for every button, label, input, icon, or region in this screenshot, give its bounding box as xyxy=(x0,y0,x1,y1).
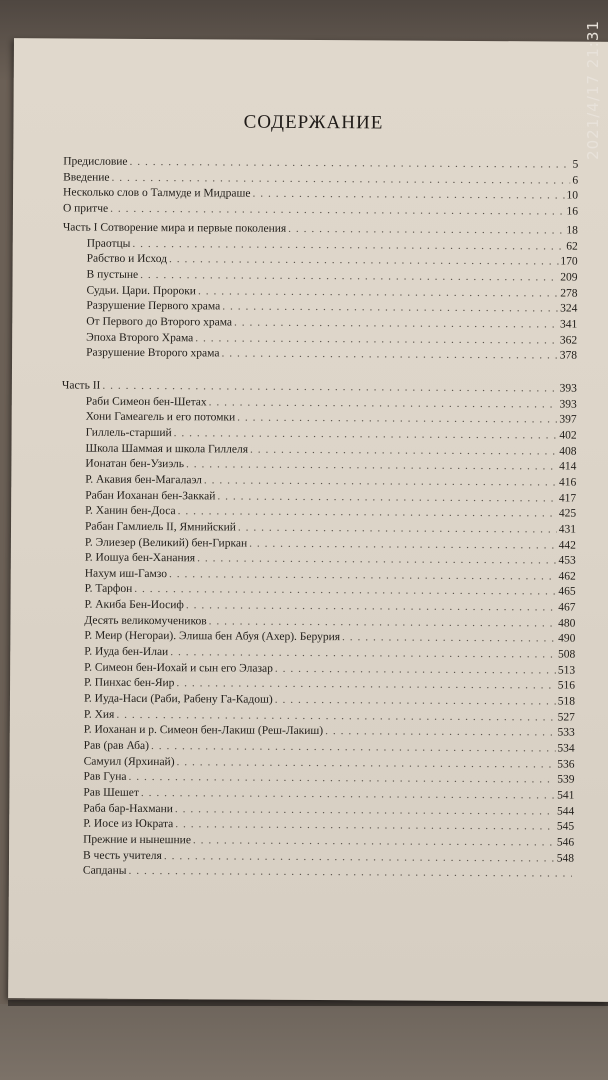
toc-entry-page: 209 xyxy=(560,271,578,284)
dot-leader xyxy=(249,537,557,551)
dot-leader xyxy=(169,568,557,582)
toc-entry-page: 544 xyxy=(557,805,575,818)
toc-entry-title: Разрушение Первого храма xyxy=(86,299,221,313)
toc-entry-page: 5 xyxy=(572,158,579,171)
toc-entry xyxy=(63,202,578,223)
toc-entry-title: Введение xyxy=(63,171,110,184)
toc-entry-title: Рав Гуна xyxy=(83,770,127,784)
toc-entry-page: 62 xyxy=(566,240,578,253)
dot-leader xyxy=(174,427,558,441)
toc-entry-title: Р. Акиба Бен-Иосиф xyxy=(84,598,184,612)
toc-entry-title: Часть I Сотворение мира и первые поколения xyxy=(62,221,287,235)
dot-leader xyxy=(176,678,555,692)
dot-leader xyxy=(195,332,558,346)
toc-entry-title: Раба бар-Нахмани xyxy=(83,802,173,815)
toc-entry-page: 534 xyxy=(557,742,575,755)
dot-leader xyxy=(252,188,564,202)
toc-entry-page: 431 xyxy=(558,523,577,536)
dot-leader xyxy=(116,708,555,723)
toc-entry-title: Рав Шешет xyxy=(83,786,139,799)
dot-leader xyxy=(178,505,557,519)
dot-leader xyxy=(111,171,570,186)
toc-entry-title: Прежние и нынешние xyxy=(83,833,191,847)
dot-leader xyxy=(342,632,556,645)
toc-entry-title: Эпоха Второго Храма xyxy=(86,331,194,344)
toc-entry xyxy=(62,347,577,368)
toc-entry-page: 539 xyxy=(557,773,575,786)
toc-entry-page: 518 xyxy=(557,695,575,708)
dot-leader xyxy=(198,285,558,299)
toc-entry-title: Судьи. Цари. Пророки xyxy=(86,284,197,297)
toc-entry-page: 18 xyxy=(566,224,578,237)
toc-entry-title: Праотцы xyxy=(86,237,131,250)
dot-leader xyxy=(288,223,564,237)
dot-leader xyxy=(275,694,556,708)
dot-leader xyxy=(175,818,555,832)
dot-leader xyxy=(140,269,558,284)
toc-entry-page: 417 xyxy=(558,492,577,505)
dot-leader xyxy=(169,253,558,267)
dot-leader xyxy=(141,787,555,802)
photo-timestamp: 2021/4/17 21:31 xyxy=(584,20,602,160)
toc-entry-page: 545 xyxy=(556,820,575,833)
dot-leader xyxy=(237,412,557,426)
toc-entry-page: 425 xyxy=(558,507,577,520)
toc-entry-title: О притче xyxy=(62,202,109,215)
toc-entry-title: Р. Тарфон xyxy=(84,583,133,596)
toc-entry-title: Десять великомучеников xyxy=(84,614,207,628)
toc-entry-page: 548 xyxy=(556,851,575,865)
dot-leader xyxy=(275,662,556,676)
toc-entry-page: 378 xyxy=(559,349,578,362)
toc-entry-title: Разрушение Второго храма xyxy=(86,346,220,360)
toc-entry-title: Рабство и Исход xyxy=(86,252,168,266)
page-title: СОДЕРЖАНИЕ xyxy=(243,111,384,134)
dot-leader xyxy=(197,552,557,566)
toc-entry-title: Р. Пинхас бен-Яир xyxy=(84,676,175,690)
toc-entry-page: 516 xyxy=(557,679,576,692)
toc-entry-page: 402 xyxy=(559,429,577,442)
toc-entry-page: 341 xyxy=(559,318,578,331)
toc-entry-page: 10 xyxy=(566,189,579,202)
dot-leader xyxy=(170,646,556,660)
dot-leader xyxy=(221,348,557,362)
dot-leader xyxy=(132,238,564,253)
dot-leader xyxy=(151,740,556,754)
toc-entry-title: Часть II xyxy=(61,379,101,392)
dot-leader xyxy=(175,803,555,817)
toc-entry-page: 16 xyxy=(566,205,578,218)
dot-leader xyxy=(217,490,557,504)
toc-entry-page: 453 xyxy=(558,554,576,567)
toc-entry-page: 533 xyxy=(557,726,575,739)
toc-entry-title: В пустыне xyxy=(86,268,139,281)
toc-entry-page: 546 xyxy=(556,836,575,849)
toc-entry-title: Школа Шаммая и школа Гиллеля xyxy=(85,442,249,456)
toc-entry-title: Сапданы xyxy=(82,864,127,878)
toc-entry-page: 324 xyxy=(560,302,578,315)
toc-entry-title: Р. Иосе из Юкрата xyxy=(83,817,174,831)
toc-entry-page: 513 xyxy=(557,664,576,677)
toc-entry-page: 527 xyxy=(557,711,575,724)
toc-entry-page: 6 xyxy=(572,174,579,187)
dot-leader xyxy=(209,615,557,629)
dot-leader xyxy=(193,834,555,848)
dot-leader xyxy=(204,474,557,488)
toc-entry-page: 397 xyxy=(559,413,577,426)
toc-entry-page: 414 xyxy=(559,460,577,473)
toc-entry-page: 442 xyxy=(558,539,576,552)
toc-entry-title: Р. Иоханан и р. Симеон бен-Лакиш (Реш-Лакиш) xyxy=(83,723,324,738)
toc-entry-title: Р. Элиезер (Великий) бен-Гиркан xyxy=(84,536,248,550)
toc-entry-page: 170 xyxy=(560,255,578,268)
dot-leader xyxy=(102,380,557,395)
toc-entry-title: Р. Акавия бен-Магалаэл xyxy=(85,473,202,487)
toc-entry-page: 465 xyxy=(558,585,576,599)
toc-entry-page: 393 xyxy=(559,382,577,395)
book-page xyxy=(8,38,608,1002)
toc-entry-title: Ионатан бен-Узиэль xyxy=(85,457,185,471)
toc-entry-page: 467 xyxy=(558,601,576,614)
dot-leader xyxy=(186,599,556,613)
dot-leader xyxy=(250,443,557,457)
toc-entry-title: Раби Симеон бен-Шетах xyxy=(85,395,207,408)
toc-entry-page: 536 xyxy=(557,758,575,771)
toc-entry-title: Гиллель-старший xyxy=(85,426,172,440)
toc-entry-title: Р. Иошуа бен-Ханания xyxy=(84,551,196,565)
table-surface xyxy=(0,1004,608,1080)
dot-leader xyxy=(128,771,555,786)
toc-entry-page: 480 xyxy=(558,617,576,630)
toc-entry-title: Самуил (Ярхинай) xyxy=(83,755,175,768)
toc-entry-title: Рабан Иоханан бен-Заккай xyxy=(85,489,216,502)
dot-leader xyxy=(186,458,557,472)
dot-leader xyxy=(222,301,558,315)
toc-entry-page: 278 xyxy=(560,287,578,300)
toc-entry-title: Р. Иуда бен-Илаи xyxy=(84,645,169,659)
dot-leader xyxy=(134,583,556,598)
toc-entry-title: От Первого до Второго храма xyxy=(86,315,233,329)
toc-entry-page: 362 xyxy=(559,334,578,347)
dot-leader xyxy=(130,156,571,171)
toc-entry-page: 541 xyxy=(557,789,575,802)
toc-entry-title: Р. Иуда-Наси (Раби, Рабену Га-Кадош) xyxy=(83,692,273,706)
dot-leader xyxy=(164,850,555,864)
toc-entry-title: Рав (рав Аба) xyxy=(83,739,150,752)
toc-entry-title: Нахум иш-Гамзо xyxy=(84,567,168,580)
toc-entry-page: 393 xyxy=(559,398,577,411)
dot-leader xyxy=(234,316,558,330)
dot-leader xyxy=(110,203,564,218)
dot-leader xyxy=(129,865,572,880)
dot-leader xyxy=(325,725,555,738)
toc-entry-title: Несколько слов о Талмуде и Мидраше xyxy=(63,186,251,200)
dot-leader xyxy=(238,521,557,535)
dot-leader xyxy=(177,756,556,770)
toc-entry-title: Р. Хия xyxy=(83,708,115,721)
toc-entry xyxy=(59,865,574,886)
toc-entry-title: Р. Меир (Негораи). Элиша бен Абуя (Ахер). Берурия xyxy=(84,629,341,644)
toc-entry-title: Р. Ханин бен-Доса xyxy=(85,504,176,518)
toc-entry-title: Хони Гамеагель и его потомки xyxy=(85,410,236,424)
toc-entry-page: 408 xyxy=(559,445,577,458)
toc-entry-page: 462 xyxy=(558,570,576,583)
toc-entry-page: 490 xyxy=(558,632,576,645)
dot-leader xyxy=(209,396,558,410)
toc-entry-title: Рабан Гамлиель II, Ямнийский xyxy=(84,520,236,534)
toc-entry-title: Предисловие xyxy=(63,155,128,168)
toc-entry-title: В честь учителя xyxy=(82,849,162,862)
toc-entry-page: 508 xyxy=(557,648,576,661)
toc-entry-page: 416 xyxy=(559,476,577,489)
toc-entry-title: Р. Симеон бен-Иохай и сын его Элазар xyxy=(84,661,273,675)
